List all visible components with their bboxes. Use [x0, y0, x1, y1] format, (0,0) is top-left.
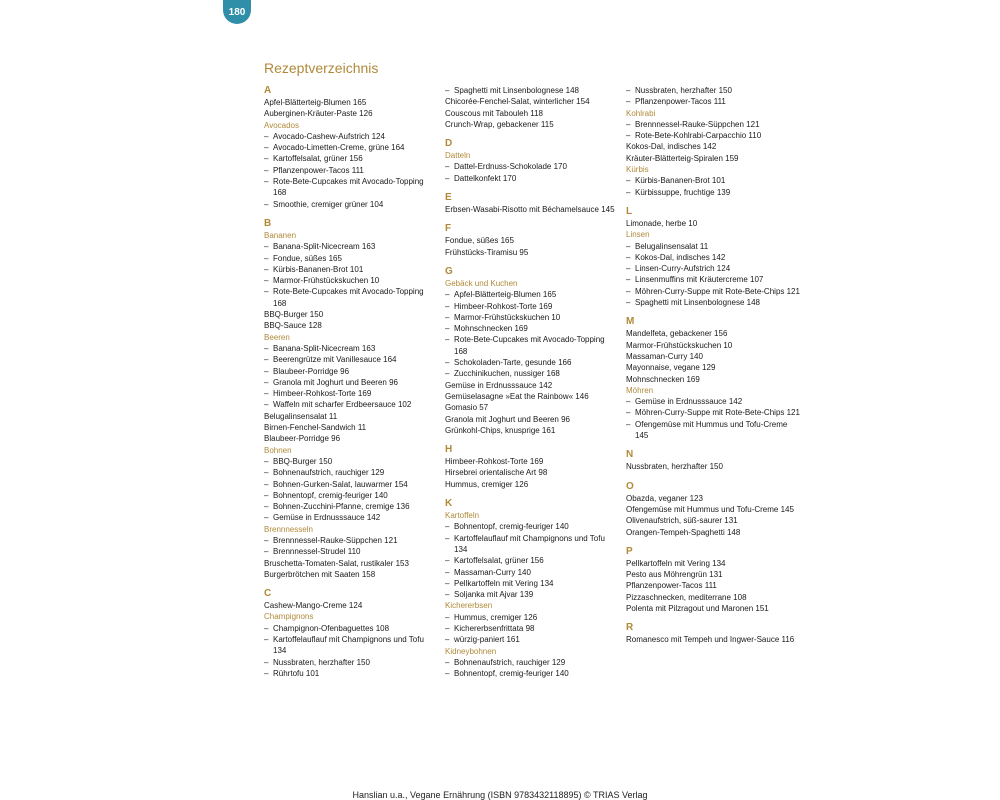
- index-entry: Gomasio 57: [445, 403, 489, 413]
- index-entry: Blaubeer-Porridge 96: [264, 434, 341, 444]
- index-subentry: – Belugalinsensalat 11: [626, 241, 801, 252]
- index-subentry: – Blaubeer-Porridge 96: [264, 366, 439, 377]
- index-subentry: – Fondue, süßes 165: [264, 253, 439, 264]
- index-subentry: – Kartoffelauflauf mit Champignons und Tofu 134: [264, 634, 439, 657]
- index-subentry: – Dattelkonfekt 170: [445, 173, 620, 184]
- index-subentry: – Bohnentopf, cremig-feuriger 140: [264, 490, 439, 501]
- index-subentry: – Mohnschnecken 169: [445, 323, 620, 334]
- page-title: Rezeptverzeichnis: [264, 60, 379, 76]
- index-subentry: – Bohnentopf, cremig-feuriger 140: [445, 668, 620, 679]
- index-subentry: – Kartoffelsalat, grüner 156: [445, 555, 620, 566]
- index-entry: Couscous mit Tabouleh 118: [445, 108, 543, 118]
- index-subheading: Kidneybohnen: [445, 646, 497, 656]
- index-entry: BBQ-Burger 150: [264, 310, 324, 320]
- index-subentry: – Pflanzenpower-Tacos 111: [264, 165, 439, 176]
- index-entry: Grünkohl-Chips, knusprige 161: [445, 425, 556, 435]
- index-entry: Frühstücks-Tiramisu 95: [445, 247, 529, 257]
- index-subentry: – Banana-Split-Nicecream 163: [264, 241, 439, 252]
- index-entry: Kräuter-Blätterteig-Spiralen 159: [626, 153, 739, 163]
- index-subentry: – Massaman-Curry 140: [445, 567, 620, 578]
- index-subentry: – BBQ-Burger 150: [264, 456, 439, 467]
- index-letter: D: [445, 138, 453, 150]
- index-letter: M: [626, 316, 635, 328]
- index-subentry: – Rote-Bete-Cupcakes mit Avocado-Topping 168: [264, 286, 439, 309]
- index-column-3: [626, 85, 801, 646]
- index-entry: Fondue, süßes 165: [445, 236, 514, 246]
- index-entry: Gemüse in Erdnusssauce 142: [445, 380, 553, 390]
- index-entry: Erbsen-Wasabi-Risotto mit Béchamelsauce 145: [445, 205, 615, 215]
- index-subentry: – Dattel-Erdnuss-Schokolade 170: [445, 161, 620, 172]
- index-subheading: Linsen: [626, 230, 650, 240]
- index-subheading: Kürbis: [626, 165, 649, 175]
- index-subheading: Kohlrabi: [626, 108, 656, 118]
- index-subentry: – Rote-Bete-Cupcakes mit Avocado-Topping 168: [445, 334, 620, 357]
- index-subentry: – Rührtofu 101: [264, 668, 439, 679]
- index-subentry: – Avocado-Cashew-Aufstrich 124: [264, 131, 439, 142]
- index-subentry: – Waffeln mit scharfer Erdbeersauce 102: [264, 399, 439, 410]
- index-letter: H: [445, 444, 453, 456]
- index-subheading: Avocados: [264, 120, 299, 130]
- index-subentry: – Marmor-Frühstückskuchen 10: [445, 312, 620, 323]
- index-entry: Polenta mit Pilzragout und Maronen 151: [626, 603, 769, 613]
- index-entry: Mayonnaise, vegane 129: [626, 363, 716, 373]
- index-entry: BBQ-Sauce 128: [264, 321, 322, 331]
- index-subentry: – Zucchinikuchen, nussiger 168: [445, 368, 620, 379]
- index-entry: Birnen-Fenchel-Sandwich 11: [264, 423, 367, 433]
- index-subentry: – Beerengrütze mit Vanillesauce 164: [264, 354, 439, 365]
- index-entry: Crunch-Wrap, gebackener 115: [445, 119, 554, 129]
- index-subentry: – Smoothie, cremiger grüner 104: [264, 199, 439, 210]
- index-entry: Gemüselasagne »Eat the Rainbow« 146: [445, 391, 589, 401]
- index-subentry: – Möhren-Curry-Suppe mit Rote-Bete-Chips 121: [626, 407, 801, 418]
- index-subentry: – Kartoffelsalat, grüner 156: [264, 153, 439, 164]
- index-subentry: – Brennnessel-Rauke-Süppchen 121: [264, 535, 439, 546]
- index-letter: P: [626, 545, 633, 557]
- index-subentry: – Bohnenaufstrich, rauchiger 129: [264, 467, 439, 478]
- page-number: 180: [228, 7, 246, 18]
- index-entry: Mandelfeta, gebackener 156: [626, 329, 728, 339]
- index-letter: A: [264, 85, 272, 96]
- index-letter: L: [626, 205, 633, 217]
- index-entry: Hirsebrei orientalische Art 98: [445, 468, 548, 478]
- index-subentry: – Pellkartoffeln mit Vering 134: [445, 578, 620, 589]
- index-entry: Nussbraten, herzhafter 150: [626, 462, 723, 472]
- index-entry: Pflanzenpower-Tacos 111: [626, 581, 717, 591]
- index-entry: Massaman-Curry 140: [626, 351, 703, 361]
- index-subentry: – Kartoffelauflauf mit Champignons und Tofu 134: [445, 533, 620, 556]
- index-letter: F: [445, 223, 452, 235]
- index-letter: O: [626, 480, 634, 492]
- index-subentry: – Champignon-Ofenbaguettes 108: [264, 623, 439, 634]
- index-entry: Chicorée-Fenchel-Salat, winterlicher 154: [445, 97, 590, 107]
- index-letter: E: [445, 192, 452, 204]
- index-subentry: – Brennnessel-Strudel 110: [264, 546, 439, 557]
- index-entry: Auberginen-Kräuter-Paste 126: [264, 109, 373, 119]
- index-column-2: [445, 85, 620, 679]
- index-subentry: – Bohnenaufstrich, rauchiger 129: [445, 657, 620, 668]
- index-subentry: – Gemüse in Erdnusssauce 142: [626, 396, 801, 407]
- index-subentry: – Kokos-Dal, indisches 142: [626, 252, 801, 263]
- index-subentry: – Rote-Bete-Cupcakes mit Avocado-Topping 168: [264, 176, 439, 199]
- index-subentry: – Nussbraten, herzhafter 150: [264, 657, 439, 668]
- index-subentry: – Brennnessel-Rauke-Süppchen 121: [626, 119, 801, 130]
- index-subentry: – Himbeer-Rohkost-Torte 169: [445, 301, 620, 312]
- index-subheading: Bohnen: [264, 445, 292, 455]
- index-subentry: – Gemüse in Erdnusssauce 142: [264, 512, 439, 523]
- index-subheading: Beeren: [264, 332, 290, 342]
- index-letter: R: [626, 622, 634, 634]
- index-entry: Orangen-Tempeh-Spaghetti 148: [626, 527, 741, 537]
- index-subentry: – Pflanzenpower-Tacos 111: [626, 96, 801, 107]
- index-subentry: – Schokoladen-Tarte, gesunde 166: [445, 357, 620, 368]
- index-subentry: – Banana-Split-Nicecream 163: [264, 343, 439, 354]
- index-subentry: – Marmor-Frühstückskuchen 10: [264, 275, 439, 286]
- index-letter: C: [264, 588, 272, 600]
- index-subentry: – Linsenmuffins mit Kräutercreme 107: [626, 274, 801, 285]
- index-subentry: – Kürbis-Bananen-Brot 101: [264, 264, 439, 275]
- index-letter: B: [264, 217, 272, 229]
- index-letter: K: [445, 498, 453, 510]
- index-entry: Romanesco mit Tempeh und Ingwer-Sauce 116: [626, 635, 795, 645]
- index-subentry: – Granola mit Joghurt und Beeren 96: [264, 377, 439, 388]
- index-subentry: – Bohnen-Zucchini-Pfanne, cremige 136: [264, 501, 439, 512]
- index-subheading: Bananen: [264, 230, 297, 240]
- index-letter: G: [445, 265, 453, 277]
- index-entry: Granola mit Joghurt und Beeren 96: [445, 414, 570, 424]
- index-entry: Obazda, veganer 123: [626, 493, 703, 503]
- index-subentry: – Spaghetti mit Linsenbolognese 148: [445, 85, 620, 96]
- index-subheading: Kartoffeln: [445, 511, 480, 521]
- index-subentry: – Bohnentopf, cremig-feuriger 140: [445, 521, 620, 532]
- index-entry: Marmor-Frühstückskuchen 10: [626, 340, 733, 350]
- index-subentry: – Nussbraten, herzhafter 150: [626, 85, 801, 96]
- index-subheading: Kichererbsen: [445, 601, 493, 611]
- index-entry: Himbeer-Rohkost-Torte 169: [445, 457, 544, 467]
- index-entry: Pizzaschnecken, mediterrane 108: [626, 592, 747, 602]
- index-subheading: Gebäck und Kuchen: [445, 278, 518, 288]
- index-subentry: – Himbeer-Rohkost-Torte 169: [264, 388, 439, 399]
- index-subentry: – Möhren-Curry-Suppe mit Rote-Bete-Chips 121: [626, 286, 801, 297]
- index-subentry: – Ofengemüse mit Hummus und Tofu-Creme 145: [626, 419, 801, 442]
- index-subheading: Datteln: [445, 151, 471, 161]
- index-subentry: – Spaghetti mit Linsenbolognese 148: [626, 297, 801, 308]
- index-entry: Ofengemüse mit Hummus und Tofu-Creme 145: [626, 504, 794, 514]
- index-column-1: [264, 85, 439, 679]
- index-entry: Burgerbrötchen mit Saaten 158: [264, 569, 376, 579]
- index-subentry: – Avocado-Limetten-Creme, grüne 164: [264, 142, 439, 153]
- index-subentry: – Soljanka mit Ajvar 139: [445, 589, 620, 600]
- index-entry: Belugalinsensalat 11: [264, 411, 338, 421]
- index-entry: Kokos-Dal, indisches 142: [626, 142, 717, 152]
- index-subheading: Champignons: [264, 612, 314, 622]
- index-subentry: – Hummus, cremiger 126: [445, 612, 620, 623]
- index-subentry: – Apfel-Blätterteig-Blumen 165: [445, 289, 620, 300]
- page-number-badge: [223, 0, 251, 24]
- index-entry: Pesto aus Möhrengrün 131: [626, 570, 723, 580]
- footer-citation: Hanslian u.a., Vegane Ernährung (ISBN 9783432118895) © TRIAS Verlag: [352, 790, 648, 800]
- index-entry: Limonade, herbe 10: [626, 218, 698, 228]
- index-subheading: Brennnesseln: [264, 524, 313, 534]
- index-subentry: – Kürbis-Bananen-Brot 101: [626, 175, 801, 186]
- index-subheading: Möhren: [626, 385, 654, 395]
- index-entry: Cashew-Mango-Creme 124: [264, 601, 363, 611]
- index-entry: Apfel-Blätterteig-Blumen 165: [264, 98, 367, 107]
- index-subentry: – würzig-paniert 161: [445, 634, 620, 645]
- index-entry: Hummus, cremiger 126: [445, 479, 529, 489]
- index-subentry: – Rote-Bete-Kohlrabi-Carpacchio 110: [626, 130, 801, 141]
- index-entry: Pellkartoffeln mit Vering 134: [626, 558, 726, 568]
- index-entry: Bruschetta-Tomaten-Salat, rustikaler 153: [264, 558, 409, 568]
- index-subentry: – Linsen-Curry-Aufstrich 124: [626, 263, 801, 274]
- index-subentry: – Kichererbsenfrittata 98: [445, 623, 620, 634]
- index-entry: Mohnschnecken 169: [626, 374, 700, 384]
- index-letter: N: [626, 449, 634, 461]
- index-subentry: – Bohnen-Gurken-Salat, lauwarmer 154: [264, 479, 439, 490]
- index-subentry: – Kürbissuppe, fruchtige 139: [626, 187, 801, 198]
- index-entry: Olivenaufstrich, süß-saurer 131: [626, 516, 738, 526]
